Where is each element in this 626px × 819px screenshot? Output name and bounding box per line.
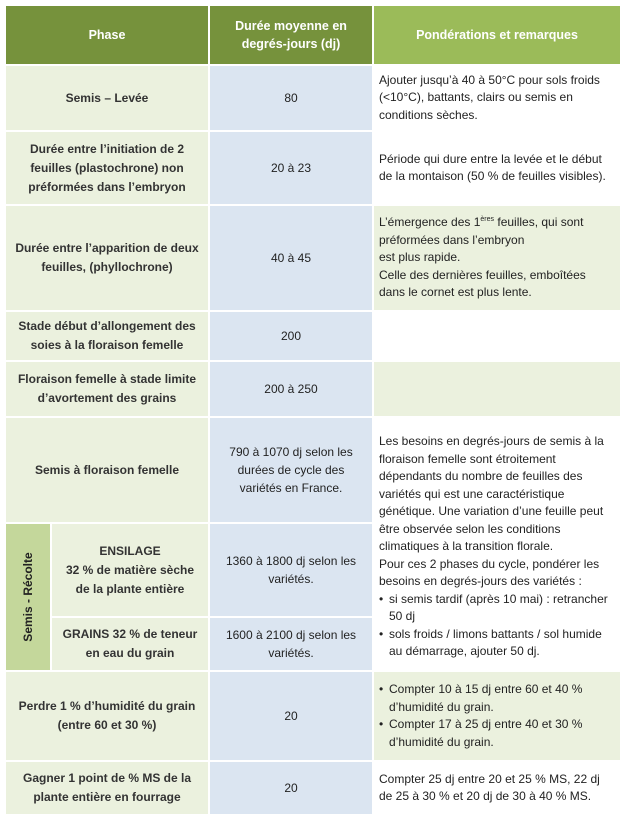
header-remarks-label: Pondérations et remarques [416, 28, 578, 42]
row-7-duration-text: 1360 à 1800 dj selon les variétés. [225, 554, 357, 586]
merged-remarks-p1: Les besoins en degrés-jours de semis à la floraison femelle sont étroitement dépendants du nombre de feuilles des variétés qui est une caractéristique génétique. Une variation d’une feuille peut être observée selon les conditions climatiques à la transition florale. [379, 434, 604, 554]
row-3-duration [210, 206, 372, 310]
side-label-cell [6, 524, 50, 670]
merged-remarks-p2: Pour ces 2 phases du cycle, pondérer les besoins en degrés-jours des variétés : [379, 556, 600, 589]
row-6-duration [210, 418, 372, 522]
row-1-phase-text: Semis – Levée [65, 90, 149, 105]
row-3-remarks-p1 [379, 214, 614, 249]
row-5-duration [210, 362, 372, 416]
row-2-duration-text: 20 à 23 [270, 161, 312, 175]
row-3-remarks-sup: ères [480, 216, 495, 224]
row-3-remarks-p1-b: feuilles, qui sont préformées dans l’embryon [379, 215, 584, 247]
row-9-remarks [374, 672, 620, 760]
row-7-phase-text: 32 % de matière sèche de la plante entière [65, 562, 195, 596]
row-10-duration [210, 762, 372, 814]
row-1-remarks-text: Ajouter jusqu’à 40 à 50°C pour sols froids (<10°C), battants, clairs ou semis en conditions sèches. [379, 72, 600, 122]
row-3-phase-text: Durée entre l’apparition de deux feuilles, (phyllochrone) [15, 241, 199, 274]
row-3-remarks [374, 206, 620, 310]
row-9-bullet-2-text: Compter 17 à 25 dj entre 40 et 30 % d’humidité du grain. [389, 717, 583, 749]
row-3-duration-text: 40 à 45 [270, 251, 312, 265]
header-duration-label: Durée moyenne en degrés-jours (dj) [235, 19, 347, 51]
row-7-phase [52, 524, 208, 616]
row-4-phase-text: Stade début d’allongement des soies à la floraison femelle [18, 319, 196, 352]
row-8-phase [52, 618, 208, 670]
row-1-phase [6, 66, 208, 130]
row-2-duration [210, 132, 372, 204]
row-4-duration-text: 200 [280, 329, 302, 343]
row-9-bullet-1-text: Compter 10 à 15 dj entre 60 et 40 % d’humidité du grain. [389, 682, 583, 714]
row-10-remarks-text: Compter 25 dj entre 20 et 25 % MS, 22 dj de 25 à 30 % et 20 dj de 30 à 40 % MS. [379, 771, 600, 803]
row-5-duration-text: 200 à 250 [264, 382, 318, 396]
row-1-remarks [374, 66, 620, 130]
row-6-phase [6, 418, 208, 522]
row-1-duration [210, 66, 372, 130]
row-8-phase-text: GRAINS 32 % de teneur en eau du grain [62, 627, 198, 660]
row-10-duration-text: 20 [284, 781, 298, 795]
row-7-duration [210, 524, 372, 616]
header-phase-label: Phase [88, 28, 126, 42]
header-remarks [374, 6, 620, 64]
row-5-remarks [374, 362, 620, 416]
row-4-phase [6, 312, 208, 360]
row-6-phase-text: Semis à floraison femelle [34, 462, 180, 477]
row-3-remarks-p1-a: L’émergence des 1 [379, 215, 481, 230]
row-2-remarks [374, 132, 620, 204]
row-2-remarks-text: Période qui dure entre la levée et le début de la montaison (50 % de feuilles visibles). [379, 151, 606, 183]
bullet-icon: • [379, 591, 384, 606]
header-phase [6, 6, 208, 64]
merged-remarks [374, 418, 620, 670]
row-3-remarks-p2: est plus rapide. [379, 250, 461, 265]
row-9-duration-text: 20 [284, 709, 298, 723]
bullet-icon: • [379, 626, 384, 641]
header-duration [210, 6, 372, 64]
row-10-phase [6, 762, 208, 814]
row-3-remarks-p3: Celle des dernières feuilles, emboîtées dans le cornet est plus lente. [379, 267, 586, 300]
bullet-icon: • [379, 682, 384, 696]
row-8-duration-text: 1600 à 2100 dj selon les variétés. [225, 628, 357, 660]
bullet-icon: • [379, 717, 384, 731]
row-4-duration [210, 312, 372, 360]
row-9-phase [6, 672, 208, 760]
row-5-phase-text: Floraison femelle à stade limite d’avortement des grains [17, 372, 197, 405]
merged-remarks-bullet-2-text: sols froids / limons battants / sol humide au démarrage, ajouter 50 dj. [389, 626, 602, 659]
row-5-phase [6, 362, 208, 416]
row-6-duration-text: 790 à 1070 dj selon les durées de cycle des variétés en France. [229, 445, 353, 495]
row-9-bullet-1 [379, 681, 614, 716]
row-9-bullet-2 [379, 716, 614, 751]
row-2-phase-text: Durée entre l’initiation de 2 feuilles (plastochrone) non préformées dans l’embryon [28, 141, 186, 194]
merged-remarks-bullet-1 [379, 591, 614, 626]
row-9-phase-text: Perdre 1 % d’humidité du grain (entre 60 et 30 %) [18, 699, 196, 732]
merged-remarks-bullet-2 [379, 626, 614, 661]
merged-remarks-bullet-1-text: si semis tardif (après 10 mai) : retrancher 50 dj [389, 591, 608, 624]
row-9-duration [210, 672, 372, 760]
row-3-phase [6, 206, 208, 310]
row-10-remarks [374, 762, 620, 814]
row-1-duration-text: 80 [284, 91, 298, 105]
row-10-phase-text: Gagner 1 point de % MS de la plante entière en fourrage [22, 771, 192, 804]
row-4-remarks [374, 312, 620, 360]
row-8-duration [210, 618, 372, 670]
side-label: Semis - Récolte [21, 552, 35, 642]
row-7-phase-title: ENSILAGE [99, 543, 161, 558]
row-2-phase [6, 132, 208, 204]
